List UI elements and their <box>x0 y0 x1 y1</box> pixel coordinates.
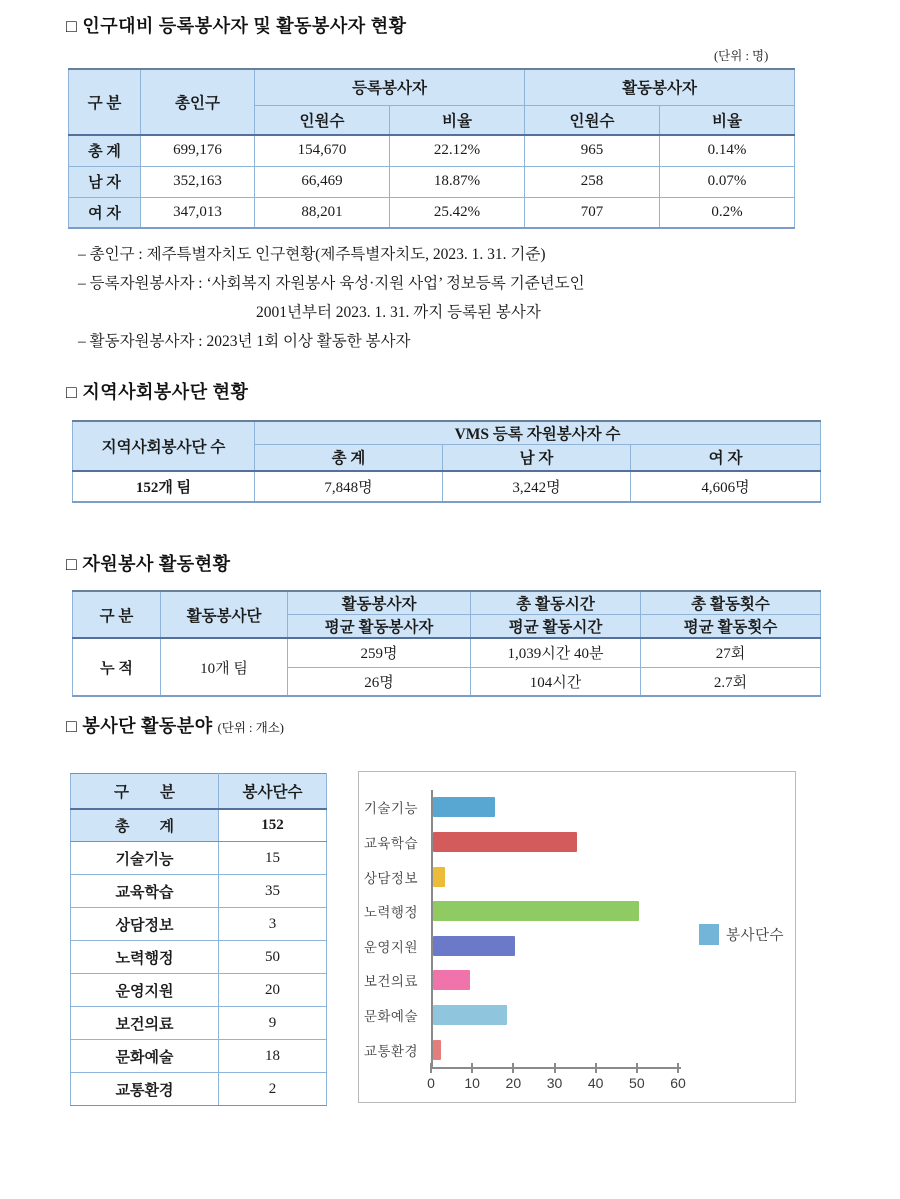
cell-field-label: 교육학습 <box>71 875 219 908</box>
cell-field-value: 35 <box>219 875 327 908</box>
activity-field-table <box>70 773 327 1106</box>
table-row-total <box>69 135 795 166</box>
cell-total-value: 152 <box>219 809 327 842</box>
section1-title: □ 인구대비 등록봉사자 및 활동봉사자 현황 <box>66 16 407 36</box>
chart-legend <box>699 924 784 945</box>
x-tick-mark <box>636 1063 638 1073</box>
table-row <box>71 1040 327 1073</box>
header-total-hours: 총 활동시간 <box>471 591 641 615</box>
chart-category-label: 보건의료 <box>363 974 418 990</box>
x-tick-mark <box>512 1063 514 1073</box>
chart-bar-row <box>433 859 771 894</box>
footnote-line: – 총인구 : 제주특별자치도 인구현황(제주특별자치도, 2023. 1. 31. 기준) <box>78 246 546 263</box>
header-male: 남 자 <box>443 445 631 471</box>
chart-bar-문화예술 <box>433 1005 507 1025</box>
header-avg-hours: 평균 활동시간 <box>471 615 641 639</box>
cell-reg-ratio: 25.42% <box>390 197 525 228</box>
chart-bar-상담정보 <box>433 867 445 887</box>
cell-act-ratio: 0.14% <box>660 135 795 166</box>
chart-category-label: 노력행정 <box>363 905 418 921</box>
cell-act-ratio: 0.2% <box>660 197 795 228</box>
header-registered-group: 등록봉사자 <box>255 69 525 105</box>
x-tick-label: 30 <box>546 1075 563 1091</box>
x-tick-label: 60 <box>670 1075 686 1091</box>
x-tick-label: 50 <box>629 1075 645 1091</box>
cell-reg-ratio: 18.87% <box>390 166 525 197</box>
table-row <box>71 842 327 875</box>
cell-volunteers: 259명 <box>288 638 471 667</box>
chart-category-labels <box>361 790 425 1067</box>
chart-bar-교통환경 <box>433 1040 441 1060</box>
table-row-total <box>71 809 327 842</box>
cell-avg-volunteers: 26명 <box>288 667 471 696</box>
cell-field-label: 상담정보 <box>71 908 219 941</box>
row-label: 총 계 <box>69 135 141 166</box>
row-label: 남 자 <box>69 166 141 197</box>
cell-act-count: 707 <box>525 197 660 228</box>
table-row <box>73 471 821 502</box>
header-total: 총 계 <box>255 445 443 471</box>
cell-population: 352,163 <box>141 166 255 197</box>
x-tick-mark <box>430 1063 432 1073</box>
volunteer-field-bar-chart <box>358 771 796 1103</box>
chart-bar-row <box>433 1032 771 1067</box>
header-team-count: 봉사단수 <box>219 774 327 809</box>
cell-field-value: 9 <box>219 1007 327 1040</box>
chart-bar-row <box>433 825 771 860</box>
header-reg-ratio: 비율 <box>390 105 525 135</box>
cell-field-value: 50 <box>219 941 327 974</box>
cell-act-count: 258 <box>525 166 660 197</box>
cell-field-label: 교통환경 <box>71 1073 219 1106</box>
cell-cumulative-label: 누 적 <box>73 638 161 696</box>
chart-bar-row <box>433 963 771 998</box>
table-row <box>71 875 327 908</box>
header-avg-volunteers: 평균 활동봉사자 <box>288 615 471 639</box>
community-team-table <box>72 420 821 503</box>
x-tick-label: 40 <box>587 1075 604 1091</box>
row-label: 여 자 <box>69 197 141 228</box>
header-female: 여 자 <box>631 445 821 471</box>
header-gubun: 구 분 <box>73 591 161 638</box>
cell-field-value: 15 <box>219 842 327 875</box>
header-total-times: 총 활동횟수 <box>641 591 821 615</box>
population-volunteer-table <box>68 68 795 229</box>
cell-field-label: 노력행정 <box>71 941 219 974</box>
chart-category-label: 기술기능 <box>363 801 418 817</box>
cell-reg-count: 154,670 <box>255 135 390 166</box>
footnote-line: 2001년부터 2023. 1. 31. 까지 등록된 봉사자 <box>256 304 541 321</box>
header-gubun: 구 분 <box>69 69 141 135</box>
cell-team-count: 152개 팀 <box>73 471 255 502</box>
footnote-line: – 활동자원봉사자 : 2023년 1회 이상 활동한 봉사자 <box>78 333 411 350</box>
cell-avg-times: 2.7회 <box>641 667 821 696</box>
chart-bar-row <box>433 998 771 1033</box>
x-tick-mark <box>471 1063 473 1073</box>
cell-field-label: 운영지원 <box>71 974 219 1007</box>
x-tick-label: 20 <box>505 1075 522 1091</box>
cell-act-count: 965 <box>525 135 660 166</box>
chart-bar-보건의료 <box>433 970 470 990</box>
chart-bar-운영지원 <box>433 936 515 956</box>
cell-avg-hours: 104시간 <box>471 667 641 696</box>
cell-team: 10개 팀 <box>161 638 288 696</box>
cell-population: 699,176 <box>141 135 255 166</box>
x-tick-mark <box>595 1063 597 1073</box>
table-row <box>71 908 327 941</box>
section1-unit-note: (단위 : 명) <box>714 49 769 63</box>
cell-reg-count: 88,201 <box>255 197 390 228</box>
header-team-count: 지역사회봉사단 수 <box>73 421 255 471</box>
activity-status-table <box>72 590 821 697</box>
cell-field-value: 2 <box>219 1073 327 1106</box>
table-row-female <box>69 197 795 228</box>
chart-category-label: 교육학습 <box>363 835 418 851</box>
header-avg-times: 평균 활동횟수 <box>641 615 821 639</box>
header-active-team: 활동봉사단 <box>161 591 288 638</box>
header-total-population: 총인구 <box>141 69 255 135</box>
table-row <box>71 974 327 1007</box>
cell-female: 4,606명 <box>631 471 821 502</box>
header-reg-count: 인원수 <box>255 105 390 135</box>
section4-title-text: □ 봉사단 활동분야 <box>66 716 213 736</box>
x-tick-mark <box>677 1063 679 1073</box>
section3-title: □ 자원봉사 활동현황 <box>66 554 231 574</box>
header-act-count: 인원수 <box>525 105 660 135</box>
cell-field-value: 18 <box>219 1040 327 1073</box>
header-active-volunteers: 활동봉사자 <box>288 591 471 615</box>
cell-field-label: 기술기능 <box>71 842 219 875</box>
cell-act-ratio: 0.07% <box>660 166 795 197</box>
chart-category-label: 교통환경 <box>363 1043 418 1059</box>
cell-total-label: 총 계 <box>71 809 219 842</box>
table-row-male <box>69 166 795 197</box>
cell-times: 27회 <box>641 638 821 667</box>
cell-population: 347,013 <box>141 197 255 228</box>
x-axis-line <box>431 1067 681 1069</box>
footnote-line: – 등록자원봉사자 : ‘사회복지 자원봉사 육성·지원 사업’ 정보등록 기준년도인 <box>78 275 585 292</box>
legend-label: 봉사단수 <box>726 928 785 944</box>
x-tick-label: 10 <box>464 1075 480 1091</box>
table-row <box>73 638 821 667</box>
table-row <box>71 1007 327 1040</box>
cell-hours: 1,039시간 40분 <box>471 638 641 667</box>
header-active-group: 활동봉사자 <box>525 69 795 105</box>
x-tick-mark <box>554 1063 556 1073</box>
cell-total: 7,848명 <box>255 471 443 502</box>
chart-category-label: 상담정보 <box>363 870 418 886</box>
cell-reg-count: 66,469 <box>255 166 390 197</box>
chart-category-label: 문화예술 <box>363 1009 418 1025</box>
cell-field-label: 보건의료 <box>71 1007 219 1040</box>
cell-reg-ratio: 22.12% <box>390 135 525 166</box>
footnotes <box>78 240 585 356</box>
header-act-ratio: 비율 <box>660 105 795 135</box>
cell-field-value: 3 <box>219 908 327 941</box>
section4-unit-note: (단위 : 개소) <box>217 721 284 735</box>
section4-title <box>66 712 284 738</box>
table-row <box>71 1073 327 1106</box>
chart-bar-기술기능 <box>433 797 495 817</box>
x-tick-label: 0 <box>427 1075 435 1091</box>
header-gubun: 구 분 <box>71 774 219 809</box>
cell-field-label: 문화예술 <box>71 1040 219 1073</box>
chart-bar-교육학습 <box>433 832 577 852</box>
chart-category-label: 운영지원 <box>363 939 418 955</box>
cell-male: 3,242명 <box>443 471 631 502</box>
cell-field-value: 20 <box>219 974 327 1007</box>
chart-bar-노력행정 <box>433 901 639 921</box>
section2-title: □ 지역사회봉사단 현황 <box>66 382 249 402</box>
header-vms-group: VMS 등록 자원봉사자 수 <box>255 421 821 445</box>
legend-swatch <box>699 924 719 945</box>
table-row <box>71 941 327 974</box>
chart-bar-row <box>433 790 771 825</box>
